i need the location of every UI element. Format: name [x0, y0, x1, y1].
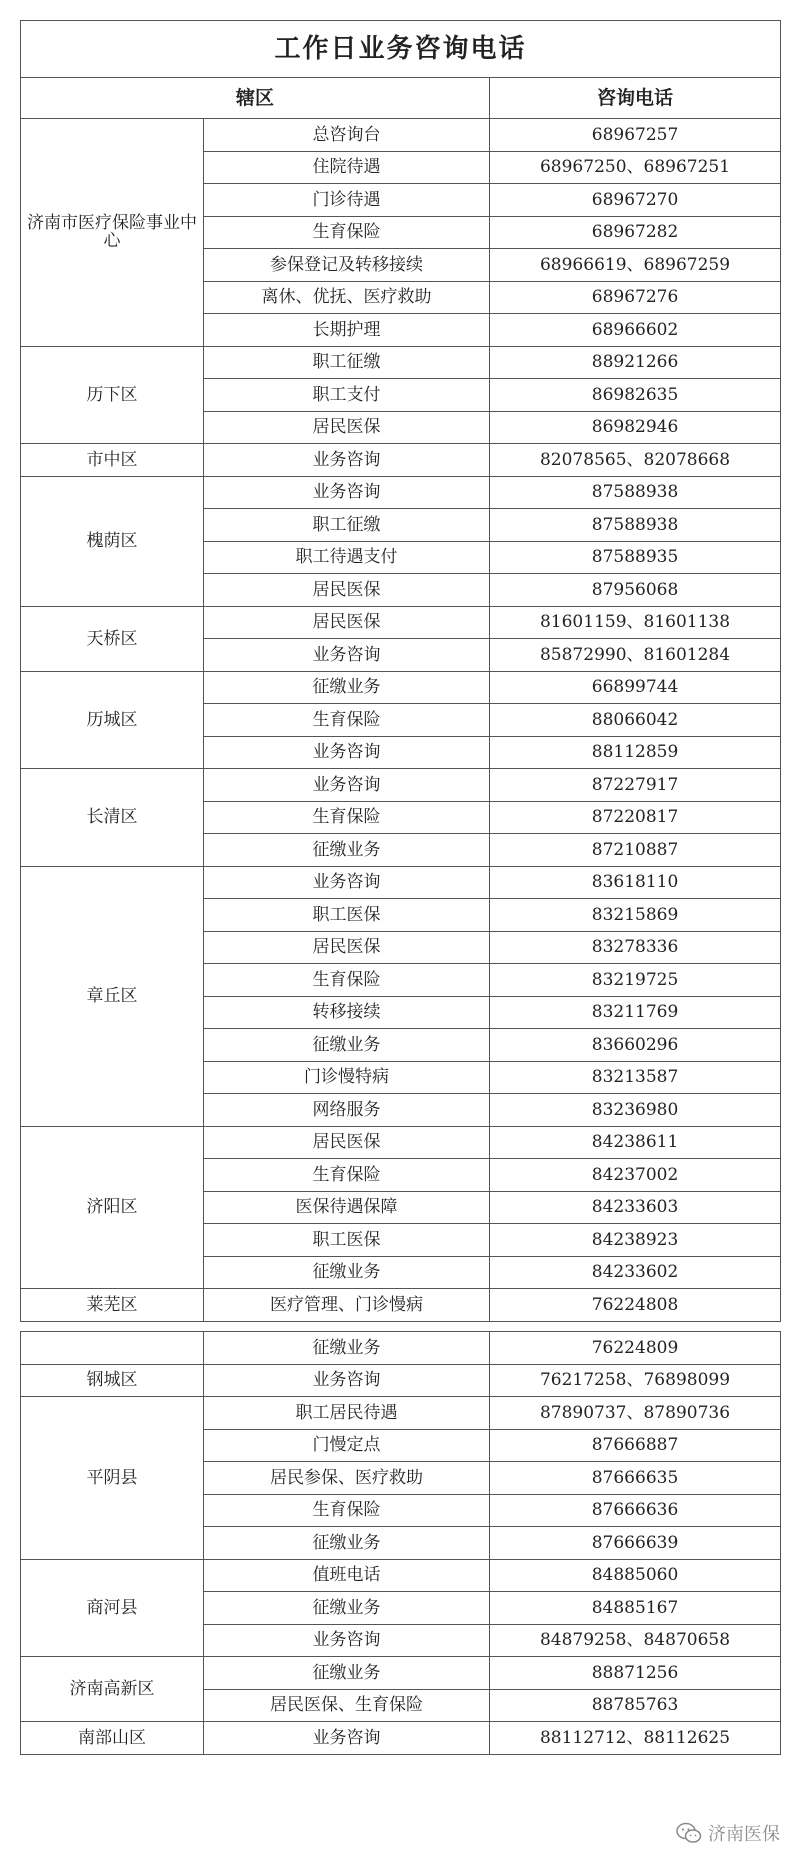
- phone-table-continued: [20, 1331, 781, 1755]
- service-cell: 生育保险: [204, 704, 490, 737]
- table-row: [21, 1657, 781, 1690]
- service-cell: 生育保险: [204, 801, 490, 834]
- phone-cell: 84885060: [490, 1559, 781, 1592]
- phone-cell: 68967276: [490, 281, 781, 314]
- phone-cell: 87588938: [490, 476, 781, 509]
- service-cell: 职工医保: [204, 899, 490, 932]
- service-cell: 离休、优抚、医疗救助: [204, 281, 490, 314]
- table-row: [21, 866, 781, 899]
- service-cell: 职工征缴: [204, 509, 490, 542]
- service-cell: 业务咨询: [204, 866, 490, 899]
- phone-cell: 83211769: [490, 996, 781, 1029]
- service-cell: 长期护理: [204, 314, 490, 347]
- phone-cell: 68967250、68967251: [490, 151, 781, 184]
- phone-cell: 87666639: [490, 1527, 781, 1560]
- table-row: [21, 1289, 781, 1322]
- service-cell: 医保待遇保障: [204, 1191, 490, 1224]
- service-cell: 业务咨询: [204, 1624, 490, 1657]
- district-cell: 历下区: [21, 346, 204, 444]
- watermark: [676, 1820, 780, 1846]
- district-cell: 天桥区: [21, 606, 204, 671]
- phone-cell: 88785763: [490, 1689, 781, 1722]
- phone-cell: 83618110: [490, 866, 781, 899]
- service-cell: 征缴业务: [204, 1592, 490, 1625]
- table-row: [21, 119, 781, 152]
- service-cell: 职工征缴: [204, 346, 490, 379]
- wechat-icon: [676, 1822, 702, 1844]
- phone-cell: 87666887: [490, 1429, 781, 1462]
- phone-cell: 76224808: [490, 1289, 781, 1322]
- district-cell: 钢城区: [21, 1364, 204, 1397]
- table-row: [21, 444, 781, 477]
- service-cell: 业务咨询: [204, 769, 490, 802]
- phone-cell: 88066042: [490, 704, 781, 737]
- phone-cell: 83215869: [490, 899, 781, 932]
- service-cell: 居民医保: [204, 1126, 490, 1159]
- service-cell: 值班电话: [204, 1559, 490, 1592]
- phone-cell: 87588935: [490, 541, 781, 574]
- phone-cell: 84237002: [490, 1159, 781, 1192]
- phone-cell: 76217258、76898099: [490, 1364, 781, 1397]
- district-cell: 莱芜区: [21, 1289, 204, 1322]
- service-cell: 参保登记及转移接续: [204, 249, 490, 282]
- phone-cell: 86982946: [490, 411, 781, 444]
- phone-cell: 87890737、87890736: [490, 1397, 781, 1430]
- phone-cell: 87956068: [490, 574, 781, 607]
- phone-cell: 87220817: [490, 801, 781, 834]
- service-cell: 征缴业务: [204, 1332, 490, 1365]
- service-cell: 业务咨询: [204, 476, 490, 509]
- service-cell: 居民医保: [204, 606, 490, 639]
- district-cell: 商河县: [21, 1559, 204, 1657]
- phone-cell: 85872990、81601284: [490, 639, 781, 672]
- phone-cell: 68966619、68967259: [490, 249, 781, 282]
- district-cell: 长清区: [21, 769, 204, 867]
- service-cell: 职工医保: [204, 1224, 490, 1257]
- phone-header: 咨询电话: [490, 78, 781, 119]
- phone-cell: 88112859: [490, 736, 781, 769]
- district-cell: 平阴县: [21, 1397, 204, 1560]
- phone-cell: 87666636: [490, 1494, 781, 1527]
- table-row: [21, 1332, 781, 1365]
- phone-cell: 76224809: [490, 1332, 781, 1365]
- service-cell: 征缴业务: [204, 1029, 490, 1062]
- table-row: [21, 1559, 781, 1592]
- phone-cell: 84233603: [490, 1191, 781, 1224]
- service-cell: 生育保险: [204, 1159, 490, 1192]
- service-cell: 居民医保: [204, 574, 490, 607]
- district-cell: 济南高新区: [21, 1657, 204, 1722]
- table-row: [21, 476, 781, 509]
- district-cell: 历城区: [21, 671, 204, 769]
- table-row: [21, 671, 781, 704]
- service-cell: 生育保险: [204, 1494, 490, 1527]
- service-cell: 居民医保: [204, 411, 490, 444]
- service-cell: 职工居民待遇: [204, 1397, 490, 1430]
- service-cell: 职工待遇支付: [204, 541, 490, 574]
- phone-cell: 68967270: [490, 184, 781, 217]
- service-cell: 医疗管理、门诊慢病: [204, 1289, 490, 1322]
- service-cell: 征缴业务: [204, 1256, 490, 1289]
- service-cell: 生育保险: [204, 964, 490, 997]
- table-row: [21, 1126, 781, 1159]
- service-cell: 网络服务: [204, 1094, 490, 1127]
- phone-cell: 86982635: [490, 379, 781, 412]
- phone-cell: 68967257: [490, 119, 781, 152]
- service-cell: 门诊待遇: [204, 184, 490, 217]
- phone-cell: 88921266: [490, 346, 781, 379]
- phone-cell: 84885167: [490, 1592, 781, 1625]
- phone-cell: 87210887: [490, 834, 781, 867]
- phone-cell: 83213587: [490, 1061, 781, 1094]
- service-cell: 居民医保: [204, 931, 490, 964]
- district-cell: [21, 1332, 204, 1365]
- service-cell: 业务咨询: [204, 444, 490, 477]
- phone-cell: 83660296: [490, 1029, 781, 1062]
- page-title: 工作日业务咨询电话: [21, 21, 781, 78]
- district-cell: 市中区: [21, 444, 204, 477]
- table-row: [21, 1364, 781, 1397]
- service-cell: 征缴业务: [204, 1657, 490, 1690]
- service-cell: 门诊慢特病: [204, 1061, 490, 1094]
- phone-cell: 84238923: [490, 1224, 781, 1257]
- phone-cell: 66899744: [490, 671, 781, 704]
- service-cell: 业务咨询: [204, 1722, 490, 1755]
- service-cell: 征缴业务: [204, 834, 490, 867]
- phone-cell: 83219725: [490, 964, 781, 997]
- phone-cell: 68966602: [490, 314, 781, 347]
- service-cell: 征缴业务: [204, 671, 490, 704]
- service-cell: 征缴业务: [204, 1527, 490, 1560]
- phone-cell: 84233602: [490, 1256, 781, 1289]
- phone-cell: 87666635: [490, 1462, 781, 1495]
- district-cell: 济南市医疗保险事业中心: [21, 119, 204, 347]
- phone-cell: 87588938: [490, 509, 781, 542]
- phone-cell: 84879258、84870658: [490, 1624, 781, 1657]
- table-row: [21, 606, 781, 639]
- phone-cell: 83236980: [490, 1094, 781, 1127]
- phone-cell: 83278336: [490, 931, 781, 964]
- district-cell: 济阳区: [21, 1126, 204, 1289]
- service-cell: 居民参保、医疗救助: [204, 1462, 490, 1495]
- service-cell: 业务咨询: [204, 1364, 490, 1397]
- table-row: [21, 1722, 781, 1755]
- service-cell: 总咨询台: [204, 119, 490, 152]
- table-row: [21, 1397, 781, 1430]
- phone-cell: 88112712、88112625: [490, 1722, 781, 1755]
- table-row: [21, 346, 781, 379]
- table-row: [21, 769, 781, 802]
- phone-cell: 87227917: [490, 769, 781, 802]
- district-cell: 章丘区: [21, 866, 204, 1126]
- service-cell: 生育保险: [204, 216, 490, 249]
- district-cell: 槐荫区: [21, 476, 204, 606]
- phone-table-main: [20, 20, 781, 1322]
- district-cell: 南部山区: [21, 1722, 204, 1755]
- phone-cell: 84238611: [490, 1126, 781, 1159]
- service-cell: 业务咨询: [204, 736, 490, 769]
- service-cell: 住院待遇: [204, 151, 490, 184]
- district-header: 辖区: [21, 78, 490, 119]
- service-cell: 业务咨询: [204, 639, 490, 672]
- phone-cell: 81601159、81601138: [490, 606, 781, 639]
- phone-cell: 82078565、82078668: [490, 444, 781, 477]
- phone-cell: 68967282: [490, 216, 781, 249]
- service-cell: 门慢定点: [204, 1429, 490, 1462]
- phone-cell: 88871256: [490, 1657, 781, 1690]
- watermark-text: 济南医保: [708, 1824, 780, 1845]
- service-cell: 转移接续: [204, 996, 490, 1029]
- service-cell: 职工支付: [204, 379, 490, 412]
- service-cell: 居民医保、生育保险: [204, 1689, 490, 1722]
